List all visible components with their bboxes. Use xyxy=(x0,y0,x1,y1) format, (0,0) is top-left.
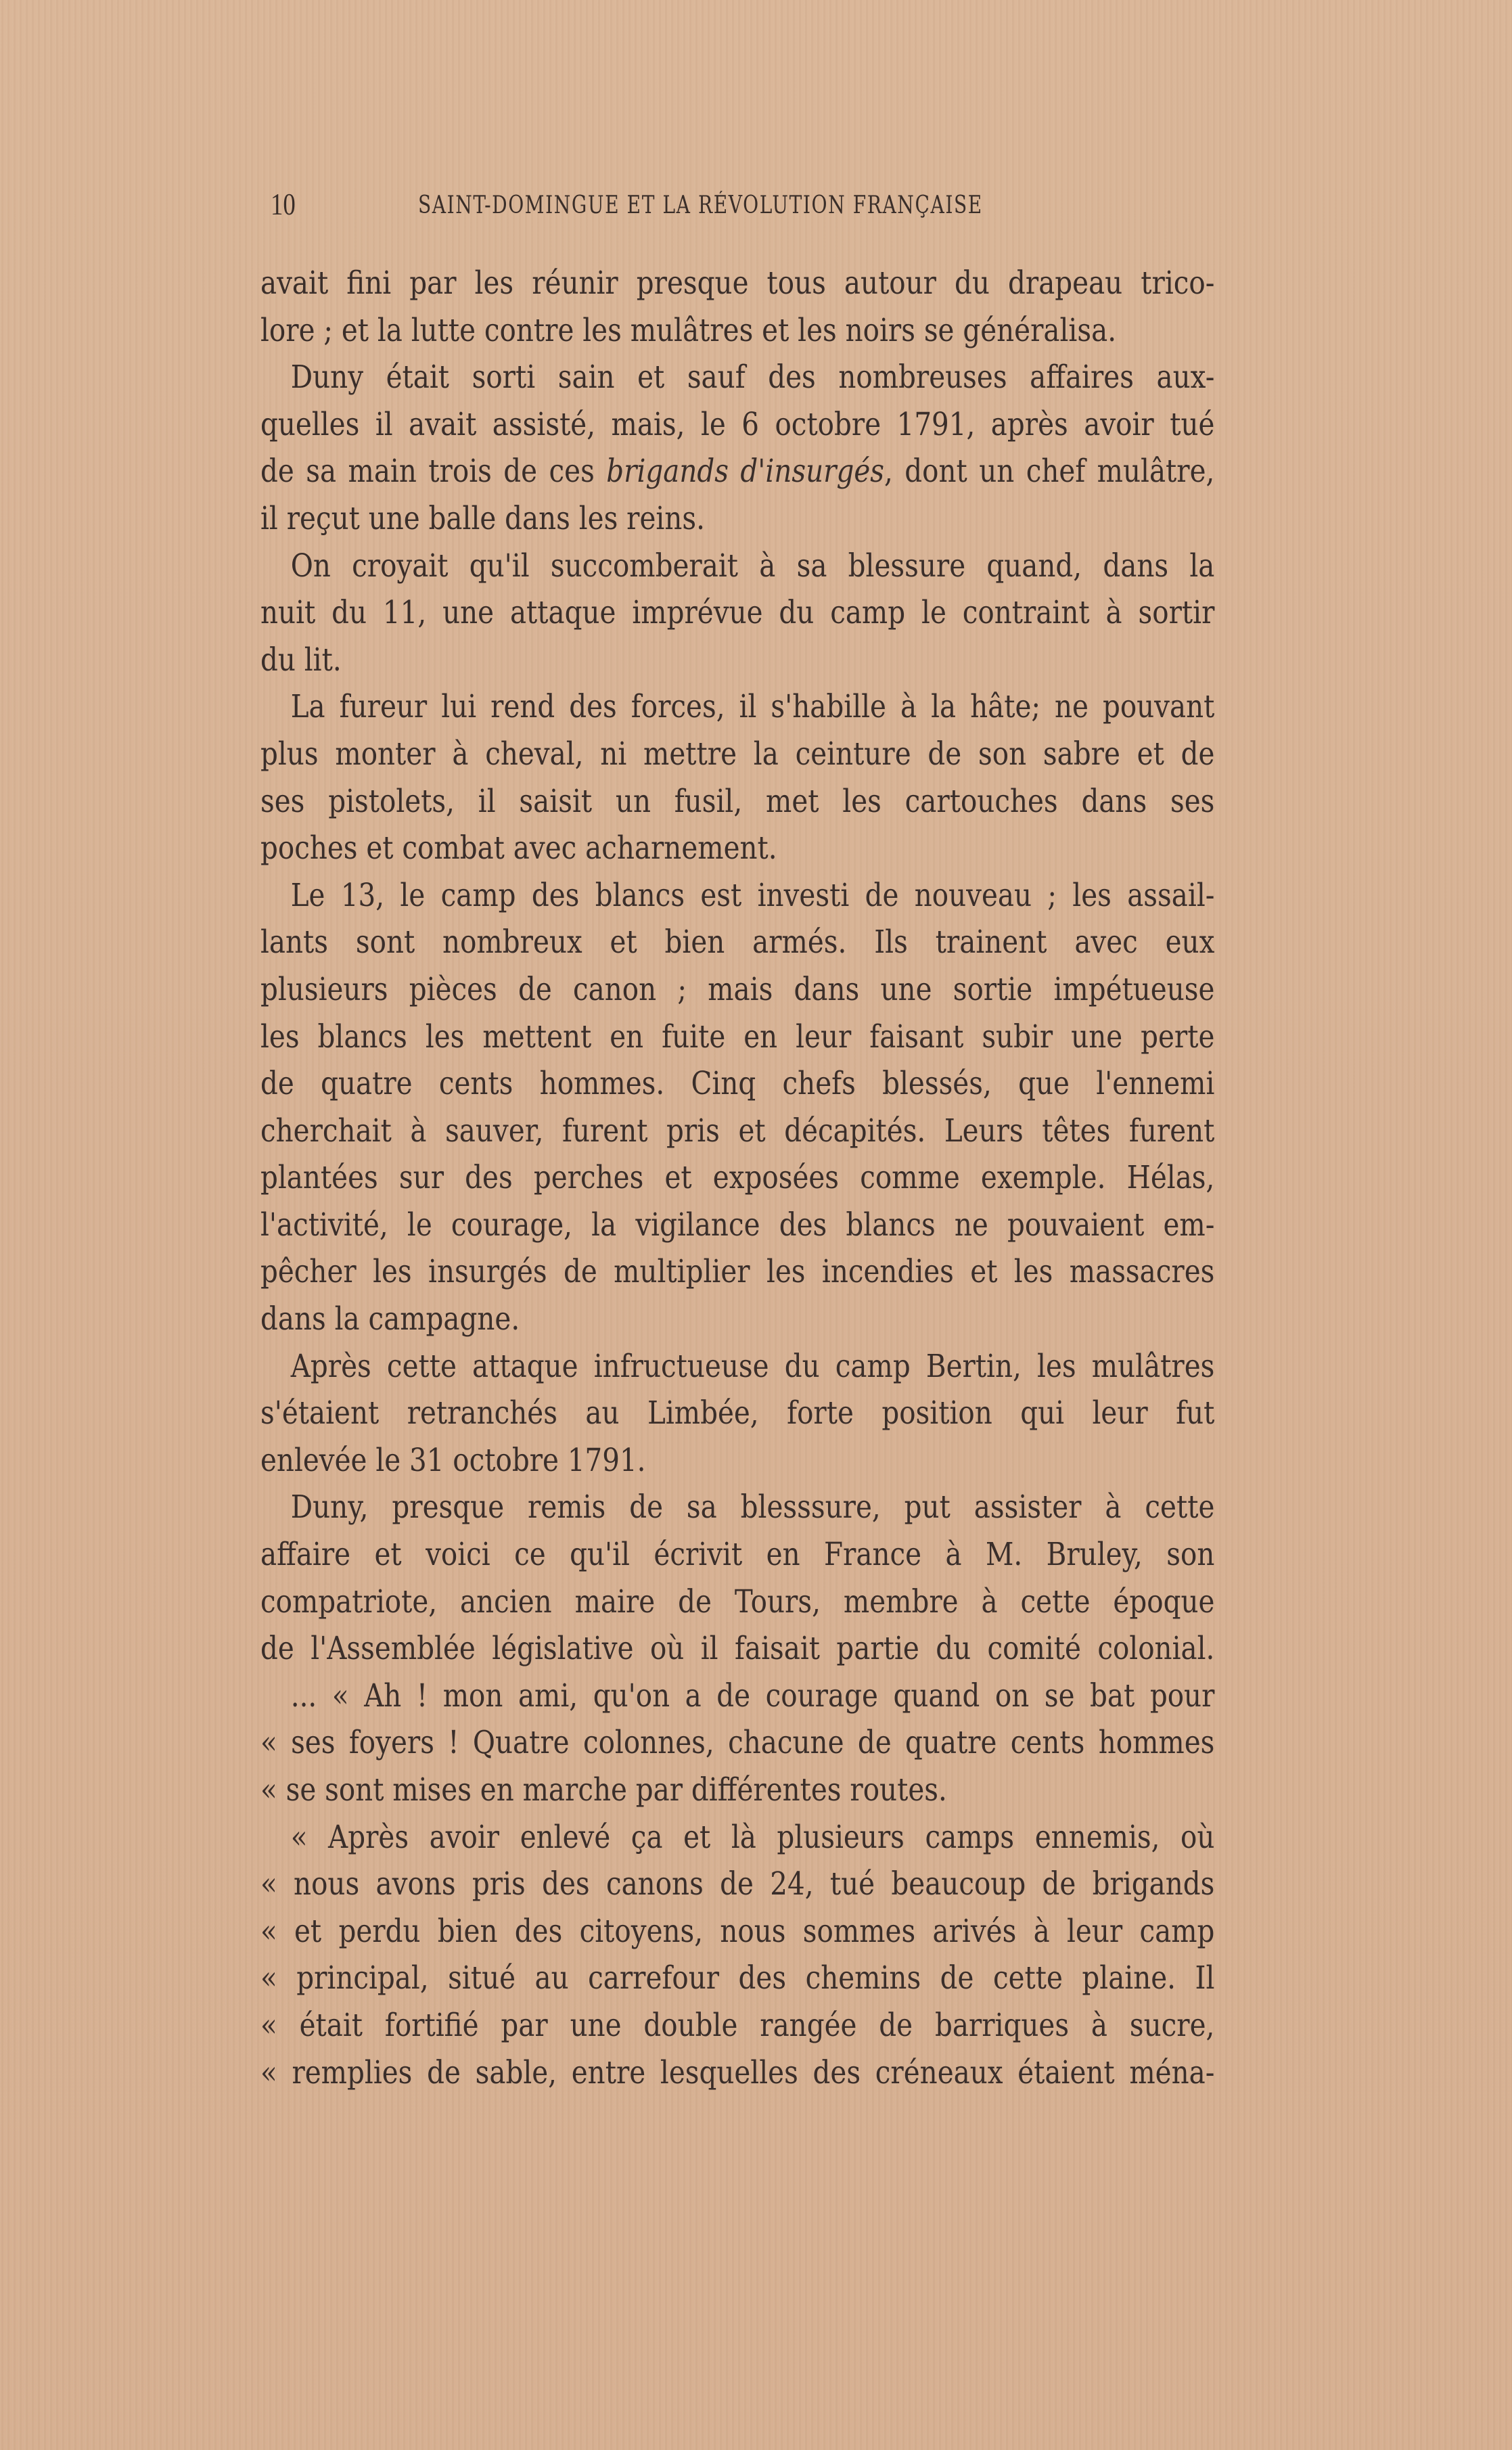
text-line xyxy=(260,872,1214,920)
line-text: Le 13, le camp des blancs est investi de nouveau ; les assail- xyxy=(290,876,1215,914)
text-line xyxy=(260,778,1214,825)
line-text: du lit. xyxy=(260,641,342,679)
line-text: « était fortifié par une double rangée de barriques à sucre, xyxy=(260,2006,1215,2044)
line-text: pêcher les insurgés de multiplier les incendies et les massacres xyxy=(260,1253,1215,1291)
text-line xyxy=(260,495,1214,543)
text-line xyxy=(260,1202,1214,1249)
line-text: compatriote, ancien maire de Tours, membre à cette époque xyxy=(260,1583,1215,1620)
line-text: poches et combat avec acharnement. xyxy=(260,830,777,867)
line-text: « Après avoir enlevé ça et là plusieurs camps ennemis, où xyxy=(290,1818,1215,1856)
line-text: quelles il avait assisté, mais, le 6 octobre 1791, après avoir tué xyxy=(260,405,1215,443)
line-text: affaire et voici ce qu'il écrivit en France à M. Bruley, son xyxy=(260,1536,1215,1574)
text-line xyxy=(260,919,1214,966)
line-text-roman: , dont un chef mulâtre, xyxy=(884,453,1215,491)
line-text: dans la campagne. xyxy=(260,1300,520,1338)
text-line xyxy=(260,637,1214,684)
text-line xyxy=(260,307,1214,355)
text-line xyxy=(260,1108,1214,1155)
text-line xyxy=(260,1955,1214,2002)
text-line xyxy=(260,1437,1214,1484)
text-line xyxy=(260,448,1214,495)
running-title: SAINT-DOMINGUE ET LA RÉVOLUTION FRANÇAISE xyxy=(418,191,983,219)
text-line xyxy=(260,1531,1214,1579)
line-text: de l'Assemblée législative où il faisait partie du comité colonial. xyxy=(260,1630,1215,1668)
line-text: de quatre cents hommes. Cinq chefs blessés, que l'ennemi xyxy=(260,1065,1215,1103)
text-line xyxy=(260,825,1214,872)
line-text: Après cette attaque infructueuse du camp Bertin, les mulâtres xyxy=(290,1347,1215,1385)
line-text: « se sont mises en marche par différentes routes. xyxy=(260,1771,947,1809)
text-line xyxy=(260,966,1214,1014)
line-text: « et perdu bien des citoyens, nous sommes arivés à leur camp xyxy=(260,1912,1215,1950)
line-text: avait fini par les réunir presque tous autour du drapeau trico- xyxy=(260,265,1215,302)
text-line xyxy=(260,1484,1214,1531)
line-text: « principal, situé au carrefour des chemins de cette plaine. Il xyxy=(260,1959,1215,1997)
line-text: lore ; et la lutte contre les mulâtres et les noirs se généralisa. xyxy=(260,311,1117,349)
line-text: « nous avons pris des canons de 24, tué beaucoup de brigands xyxy=(260,1865,1215,1903)
line-text: plantées sur des perches et exposées comme exemple. Hélas, xyxy=(260,1159,1215,1197)
text-line xyxy=(260,401,1214,449)
line-text: il reçut une balle dans les reins. xyxy=(260,499,705,537)
line-text: Duny, presque remis de sa blesssure, put assister à cette xyxy=(290,1489,1215,1526)
text-line xyxy=(260,1814,1214,1861)
line-text: les blancs les mettent en fuite en leur faisant subir une perte xyxy=(260,1018,1215,1056)
text-line xyxy=(260,1625,1214,1673)
line-text-italic: brigands d'insurgés xyxy=(606,453,885,491)
line-text: lants sont nombreux et bien armés. Ils trainent avec eux xyxy=(260,924,1215,961)
line-text: ... « Ah ! mon ami, qu'on a de courage quand on se bat pour xyxy=(290,1677,1215,1715)
text-line xyxy=(260,683,1214,731)
line-text: plus monter à cheval, ni mettre la ceinture de son sabre et de xyxy=(260,735,1215,773)
text-line xyxy=(260,1673,1214,1720)
line-text: ses pistolets, il saisit un fusil, met les cartouches dans ses xyxy=(260,782,1215,820)
line-text: « ses foyers ! Quatre colonnes, chacune de quatre cents hommes xyxy=(260,1724,1215,1762)
text-line xyxy=(260,260,1214,307)
text-line xyxy=(260,1014,1214,1061)
line-text: s'étaient retranchés au Limbée, forte position qui leur fut xyxy=(260,1394,1215,1432)
page-number: 10 xyxy=(271,187,296,221)
line-text-roman: de sa main trois de ces xyxy=(260,453,607,491)
body-text xyxy=(260,260,1370,2096)
text-line xyxy=(260,731,1214,778)
text-line xyxy=(260,543,1214,590)
text-line xyxy=(260,2002,1214,2049)
page-header xyxy=(271,184,1367,225)
text-line xyxy=(260,1767,1214,1814)
line-text: cherchait à sauver, furent pris et décapités. Leurs têtes furent xyxy=(260,1112,1215,1150)
text-line xyxy=(260,1060,1214,1108)
text-line xyxy=(260,589,1214,637)
text-line xyxy=(260,354,1214,401)
text-line xyxy=(260,1154,1214,1202)
line-text: « remplies de sable, entre lesquelles des créneaux étaient ména- xyxy=(260,2054,1215,2091)
line-text: l'activité, le courage, la vigilance des blancs ne pouvaient em- xyxy=(260,1206,1215,1244)
line-text: nuit du 11, une attaque imprévue du camp le contraint à sortir xyxy=(260,594,1215,632)
text-line xyxy=(260,1343,1214,1390)
text-line xyxy=(260,1579,1214,1626)
text-line xyxy=(260,1248,1214,1296)
line-text: plusieurs pièces de canon ; mais dans une sortie impétueuse xyxy=(260,970,1215,1008)
text-line xyxy=(260,2049,1214,2097)
text-line xyxy=(260,1908,1214,1955)
text-line xyxy=(260,1719,1214,1767)
text-line xyxy=(260,1390,1214,1437)
line-text: enlevée le 31 octobre 1791. xyxy=(260,1441,646,1479)
text-line xyxy=(260,1861,1214,1908)
line-text: Duny était sorti sain et sauf des nombreuses affaires aux- xyxy=(290,359,1215,396)
line-text: La fureur lui rend des forces, il s'habille à la hâte; ne pouvant xyxy=(290,688,1215,726)
line-text xyxy=(260,448,1214,495)
line-text: On croyait qu'il succomberait à sa blessure quand, dans la xyxy=(290,547,1215,585)
text-line xyxy=(260,1296,1214,1343)
